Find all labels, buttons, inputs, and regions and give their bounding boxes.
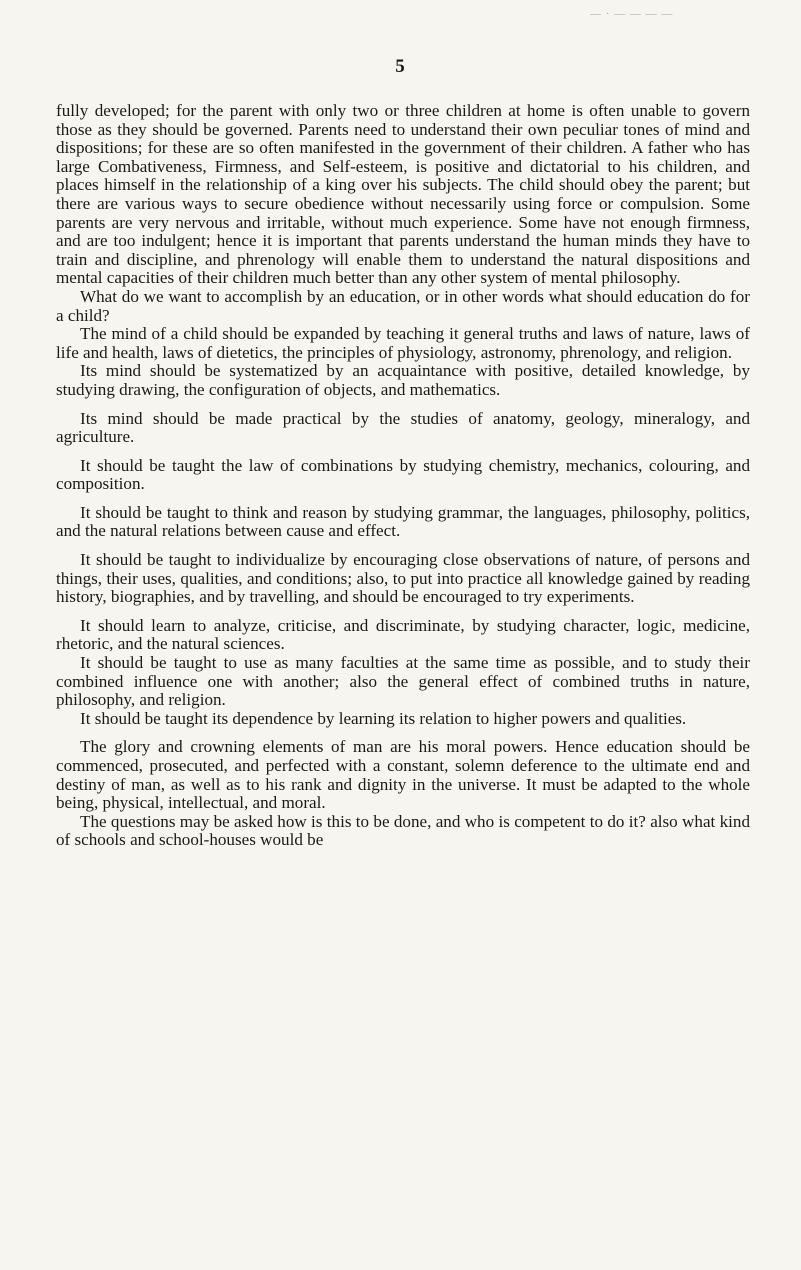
paragraph: The questions may be asked how is this to be done, and who is competent to do it? also what kind of schools and school-houses would be xyxy=(56,811,750,850)
paragraph: It should be taught the law of combinations by studying chemistry, mechanics, colouring, and composition. xyxy=(56,455,750,494)
paragraph: The mind of a child should be expanded by teaching it general truths and laws of nature, laws of life and health, laws of dietetics, the principles of physiology, astronomy, phrenology, and religion. xyxy=(56,324,750,362)
body-text xyxy=(56,102,750,850)
corner-mark: — · — — — — xyxy=(590,8,674,20)
paragraph: It should be taught to think and reason by studying grammar, the languages, philosophy, politics, and the natural relations between cause and effect. xyxy=(56,502,750,541)
paragraph: It should be taught to use as many faculties at the same time as possible, and to study their combined influence one with another; also the general effect of combined truths in nature, philosophy, and religion. xyxy=(56,653,750,710)
paragraph: Its mind should be systematized by an acquaintance with positive, detailed knowledge, by studying drawing, the configuration of objects, and mathematics. xyxy=(56,361,750,399)
paragraph: It should be taught its dependence by learning its relation to higher powers and qualities. xyxy=(80,708,687,728)
paragraph: The glory and crowning elements of man are his moral powers. Hence education should be commenced, prosecuted, and perfected with a constant, solemn deference to the ultimate end and destiny of man, as well as to his rank and dignity in the universe. It must be adapted to the whole being, physical, intellectual, and moral. xyxy=(56,737,750,813)
paragraph: It should learn to analyze, criticise, and discriminate, by studying character, logic, medicine, rhetoric, and the natural sciences. xyxy=(56,615,750,654)
page-number: 5 xyxy=(395,56,406,77)
paragraph: What do we want to accomplish by an education, or in other words what should education do for a child? xyxy=(56,286,750,325)
paragraph: fully developed; for the parent with only two or three children at home is often unable to govern those as they should be governed. Parents need to understand their own peculiar tones of mind and dispositions; for these are so often manifested in the government of their children. A father who has large Combativeness, Firmness, and Self-esteem, is positive and dictatorial to his children, and places himself in the relationship of a king over his subjects. The child should obey the parent; but there are various ways to secure obedience without necessarily using force or compulsion. Some parents are very nervous and irritable, without much experience. Some have not enough firmness, and are too indulgent; hence it is important that parents understand the human minds they have to train and discipline, and phrenology will enable them to understand the natural dispositions and mental capacities of their children much better than any other system of mental philosophy. xyxy=(56,101,750,288)
paragraph: It should be taught to individualize by encouraging close observations of nature, of persons and things, their uses, qualities, and conditions; also, to put into practice all knowledge gained by reading history, biographies, and by travelling, and should be encouraged to try experiments. xyxy=(56,550,750,607)
paragraph: Its mind should be made practical by the studies of anatomy, geology, mineralogy, and agriculture. xyxy=(56,408,750,447)
